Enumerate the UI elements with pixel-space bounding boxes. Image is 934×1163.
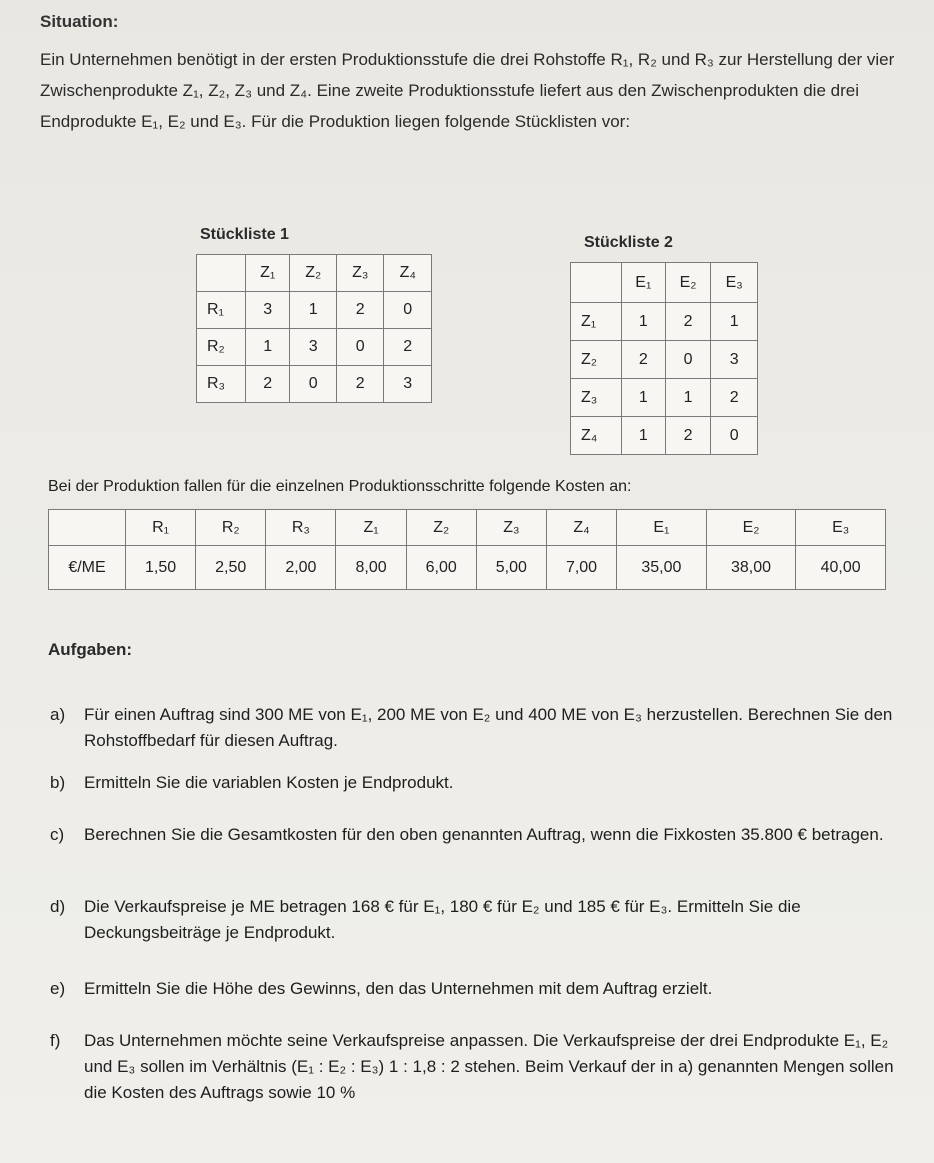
table-row (571, 341, 758, 379)
stueckliste1-title: Stückliste 1 (200, 226, 289, 243)
table-cell: 35,00 (617, 546, 707, 590)
task-text: Ermitteln Sie die Höhe des Gewinns, den das Unternehmen mit dem Auftrag erzielt. (84, 979, 713, 998)
row-label: Z₄ (571, 417, 622, 455)
table-cell: 3 (246, 292, 290, 329)
table-cell: 5,00 (476, 546, 546, 590)
table-row (571, 379, 758, 417)
stueckliste2-table (570, 262, 758, 455)
table-cell: 2 (336, 292, 383, 329)
table-cell: 1 (290, 292, 337, 329)
table-cell: 1 (246, 329, 290, 366)
table-header-cell: E₁ (617, 510, 707, 546)
task-text: Berechnen Sie die Gesamtkosten für den oben genannten Auftrag, wenn die Fixkosten 35.800 € betragen. (84, 825, 884, 844)
table-cell: 2,50 (196, 546, 266, 590)
table-header-cell: E₃ (796, 510, 886, 546)
row-label: €/ME (49, 546, 126, 590)
table-header-cell: Z₄ (384, 255, 432, 292)
table-cell: 2 (665, 303, 711, 341)
table-cell: 1 (665, 379, 711, 417)
table-cell: 1 (622, 379, 666, 417)
row-label: R₂ (197, 329, 246, 366)
table-header-cell: Z₂ (406, 510, 476, 546)
table-header-row (571, 263, 758, 303)
task-letter: b) (50, 773, 66, 792)
table-header-cell (571, 263, 622, 303)
table-cell: 1 (622, 417, 666, 455)
table-cell: 0 (665, 341, 711, 379)
task-c (50, 822, 910, 848)
table-cell: 40,00 (796, 546, 886, 590)
table-header-cell: Z₁ (246, 255, 290, 292)
table-header-row (197, 255, 432, 292)
table-row (571, 303, 758, 341)
table-header-cell: E₁ (622, 263, 666, 303)
table-cell: 3 (711, 341, 758, 379)
table-header-cell: Z₄ (546, 510, 616, 546)
table-cell: 0 (711, 417, 758, 455)
task-letter: e) (50, 979, 66, 998)
row-label: Z₁ (571, 303, 622, 341)
table-header-cell: Z₃ (336, 255, 383, 292)
table-header-cell (49, 510, 126, 546)
table-header-cell: E₂ (706, 510, 796, 546)
table-header-cell: Z₁ (336, 510, 406, 546)
table-row (571, 417, 758, 455)
table-header-row (49, 510, 886, 546)
table-header-cell: E₃ (711, 263, 758, 303)
table-header-cell (197, 255, 246, 292)
table-cell: 1 (711, 303, 758, 341)
row-label: Z₃ (571, 379, 622, 417)
table-cell: 3 (384, 366, 432, 403)
table-cell: 2 (384, 329, 432, 366)
table-cell: 0 (336, 329, 383, 366)
table-row (197, 329, 432, 366)
task-letter: a) (50, 705, 66, 724)
table-cell: 2 (336, 366, 383, 403)
task-letter: f) (50, 1031, 61, 1050)
task-f (50, 1028, 910, 1106)
stueckliste2-title: Stückliste 2 (584, 234, 673, 251)
table-cell: 2 (711, 379, 758, 417)
cost-intro: Bei der Produktion fallen für die einzelnen Produktionsschritte folgende Kosten an: (48, 478, 632, 495)
situation-text: Ein Unternehmen benötigt in der ersten Produktionsstufe die drei Rohstoffe R₁, R₂ und R₃ zur Herstellung der vier Zwischenprodukte Z₁, Z₂, Z₃ und Z₄. Eine zweite Produktionsstufe liefert aus den Zwischenprodukten die drei Endprodukte E₁, E₂ und E₃. Für die Produktion liegen folgende Stücklisten vor: (40, 50, 895, 131)
task-b (50, 770, 910, 796)
task-text: Ermitteln Sie die variablen Kosten je Endprodukt. (84, 773, 454, 792)
task-text: Für einen Auftrag sind 300 ME von E₁, 200 ME von E₂ und 400 ME von E₃ herzustellen. Berechnen Sie den Rohstoffbedarf für diesen Auftrag. (84, 705, 893, 750)
table-cell: 8,00 (336, 546, 406, 590)
task-e (50, 976, 910, 1002)
task-a (50, 702, 910, 754)
table-cell: 1 (622, 303, 666, 341)
task-letter: c) (50, 825, 65, 844)
table-cell: 2 (665, 417, 711, 455)
table-header-cell: E₂ (665, 263, 711, 303)
table-cell: 2 (246, 366, 290, 403)
stueckliste1-table (196, 254, 432, 403)
task-text: Das Unternehmen möchte seine Verkaufspreise anpassen. Die Verkaufspreise der drei Endprodukte E₁, E₂ und E₃ sollen im Verhältnis (E₁ : E₂ : E₃) 1 : 1,8 : 2 stehen. Beim Verkauf der in a) genannten Mengen sollen die Kosten des Auftrags sowie 10 % (84, 1031, 894, 1102)
table-cell: 38,00 (706, 546, 796, 590)
table-cell: 0 (384, 292, 432, 329)
table-cell: 6,00 (406, 546, 476, 590)
cost-table (48, 509, 886, 590)
table-header-cell: Z₂ (290, 255, 337, 292)
table-cell: 2,00 (266, 546, 336, 590)
task-d (50, 894, 910, 946)
task-text: Die Verkaufspreise je ME betragen 168 € für E₁, 180 € für E₂ und 185 € für E₃. Ermitteln Sie die Deckungsbeiträge je Endprodukt. (84, 897, 801, 942)
table-header-cell: Z₃ (476, 510, 546, 546)
row-label: R₃ (197, 366, 246, 403)
table-cell: 3 (290, 329, 337, 366)
table-cell: 2 (622, 341, 666, 379)
table-row (197, 292, 432, 329)
tasks-heading: Aufgaben: (48, 640, 133, 659)
table-header-cell: R₃ (266, 510, 336, 546)
row-label: Z₂ (571, 341, 622, 379)
situation-label: Situation: (40, 12, 119, 31)
table-row (49, 546, 886, 590)
table-header-cell: R₁ (126, 510, 196, 546)
row-label: R₁ (197, 292, 246, 329)
table-cell: 7,00 (546, 546, 616, 590)
table-cell: 0 (290, 366, 337, 403)
table-header-cell: R₂ (196, 510, 266, 546)
table-row (197, 366, 432, 403)
task-letter: d) (50, 897, 66, 916)
table-cell: 1,50 (126, 546, 196, 590)
